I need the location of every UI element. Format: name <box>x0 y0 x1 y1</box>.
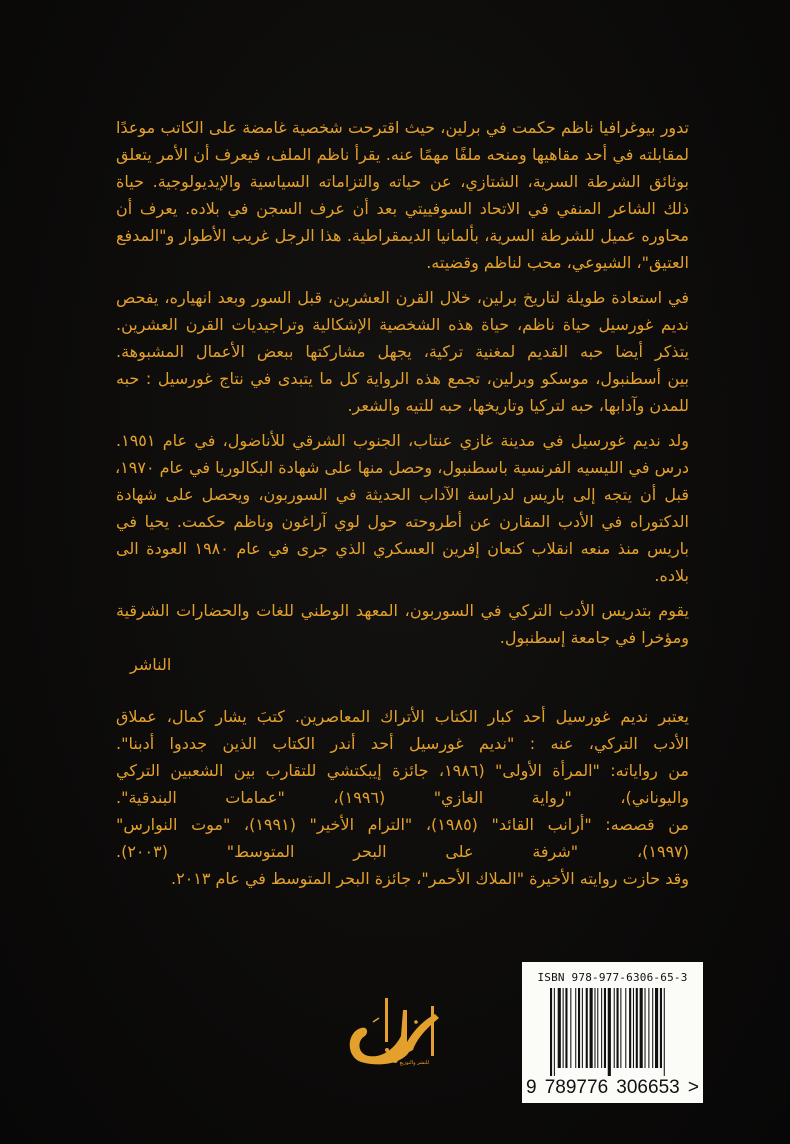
barcode-digit-suffix: > <box>687 1077 699 1098</box>
text-line: من رواياته: "المرأة الأولى" (١٩٨٦، جائزة إيبكتشي للتقارب بين الشعبين التركي <box>116 761 690 780</box>
barcode-bar <box>601 988 602 1068</box>
barcode-bar <box>652 988 653 1068</box>
synopsis-paragraph <box>116 427 689 589</box>
text-line: يتذكر أيضا حبه القديم لمغنية تركية، يجهل مشاركتها ببعض الأعمال المشبوهة. <box>116 342 689 361</box>
text-line: بلاده. <box>654 566 689 585</box>
text-line: تدور بيوغرافيا ناظم حكمت في برلين، حيث اقترحت شخصية غامضة على الكاتب موعدًا <box>116 118 689 137</box>
text-line: واليوناني)، "رواية الغازي" (١٩٩٦)، "عمامات البندقية". <box>116 788 689 807</box>
barcode-bar <box>575 988 576 1068</box>
text-line: الأدب التركي، عنه : "نديم غورسيل أحد أندر الكتاب الذين جددوا أدبنا". <box>116 734 689 753</box>
barcode-bar <box>570 988 571 1068</box>
text-line: من قصصه: "أرانب القائد" (١٩٨٥)، "الترام الأخير" (١٩٩١)، "موت النوارس" <box>116 815 690 834</box>
text-line: درس في الليسيه الفرنسية باسطنبول، وحصل منها على شهادة البكالوريا في عام ١٩٧٠، <box>115 458 689 477</box>
text-line: يعتبر نديم غورسيل أحد كبار الكتاب الأتراك المعاصرين. كتبَ يشار كمال، عملاق <box>116 707 689 726</box>
barcode-bar <box>664 988 665 1076</box>
logo-tagline: للنشر والتوزيع <box>399 1060 429 1066</box>
barcode-digit-group-1: 789776 <box>544 1077 609 1098</box>
isbn-number: ISBN 978-977-6306-65-3 <box>537 971 688 984</box>
barcode-bar <box>586 988 588 1068</box>
barcode-bar <box>620 988 621 1068</box>
barcode-bar <box>550 988 552 1076</box>
text-line: بوثائق الشرطة السرية، الشتازي، عن حياته والتزاماته السياسية والإيديولوجية. حياة <box>116 172 689 191</box>
barcode-bar <box>590 988 593 1068</box>
text-line: لمقابلته في أحد مقاهيها ومنحه ملفًا مهمًا عنه. يقرأ ناظم الملف، فيعرف أن الأمر يتعلق <box>116 145 689 164</box>
publisher-signature: الناشر <box>130 655 172 674</box>
barcode-bar <box>617 988 619 1068</box>
barcode-bar <box>625 988 626 1068</box>
text-line: للمدن وآدابها، حبه لتركيا وتاريخها، حبه للتيه والشعر. <box>347 396 689 415</box>
barcode-bar <box>645 988 646 1068</box>
barcode-label <box>522 962 703 1103</box>
text-line: بين أسطنبول، موسكو وبرلين، تجمع هذه الرواية كل ما يتبدى في نتاج غورسيل : حبه <box>116 369 689 388</box>
text-line: (١٩٩٧)، "شرفة على البحر المتوسط" (٢٠٠٣). <box>116 842 689 861</box>
barcode-bar <box>614 988 615 1068</box>
publisher-logo <box>343 992 458 1072</box>
barcode-bar <box>565 988 567 1068</box>
synopsis-paragraph <box>116 597 689 651</box>
barcode-bar <box>594 988 595 1068</box>
barcode-bar <box>648 988 649 1068</box>
barcode-bar <box>608 988 611 1076</box>
text-line: العتيق"، الشيوعي، محب لناظم وقضيته. <box>426 253 689 272</box>
barcode-bar <box>640 988 643 1068</box>
text-line: في استعادة طويلة لتاريخ برلين، خلال القرن العشرين، قبل السور وبعد انهياره، يفحص <box>116 288 689 307</box>
barcode-bar <box>597 988 598 1068</box>
text-line: باريس منذ منعه انقلاب كنعان إفرين العسكري الذي جرى في عام ١٩٨٠ العودة الى <box>116 539 690 558</box>
barcode-bar <box>655 988 658 1068</box>
text-line: نديم غورسيل حياة ناظم، حياة هذه الشخصية الإشكالية وتراجيديات القرن العشرين. <box>116 315 689 334</box>
text-line: الدكتوراه في الأدب المقارن عن أطروحته حول لوي آراغون وناظم حكمت. يحيا في <box>116 512 689 531</box>
barcode-bar <box>558 988 561 1068</box>
text-line: ومؤخرا في جامعة إسطنبول. <box>499 628 689 647</box>
barcode-digit-prefix: 9 <box>526 1077 537 1098</box>
text-line: وقد حازت روايته الأخيرة "الملاك الأحمر"، جائزة البحر المتوسط في عام ٢٠١٣. <box>170 869 689 888</box>
barcode-bar <box>604 988 606 1068</box>
barcode-bar <box>636 988 638 1068</box>
text-line: ذلك الشاعر المنفي في الاتحاد السوفييتي بعد أن عرف السجن في بلاده. يعرف أن <box>116 199 689 218</box>
barcode-bar <box>563 988 564 1068</box>
synopsis-paragraph <box>116 114 689 276</box>
barcode-digits <box>526 1077 699 1099</box>
author-paragraph <box>116 703 689 892</box>
barcode-bars <box>550 988 680 1076</box>
text-line: محاوره عميل للشرطة السرية، بألمانيا الديمقراطية. هذا الرجل غريب الأطوار و"المدفع <box>116 226 689 245</box>
synopsis-text <box>116 114 689 900</box>
text-line: يقوم بتدريس الأدب التركي في السوربون، المعهد الوطني للغات والحضارات الشرقية <box>116 601 689 620</box>
barcode-digit-group-2: 306653 <box>616 1077 680 1098</box>
barcode-bar <box>633 988 634 1068</box>
barcode-bar <box>578 988 580 1068</box>
barcode-bar <box>660 988 662 1068</box>
barcode-bar <box>554 988 555 1076</box>
barcode-bar <box>629 988 631 1068</box>
text-line: قبل أن يتجه إلى باريس لدراسة الآداب الحديثة في السوربون، ويحصل على شهادة <box>116 485 689 504</box>
text-line: ولد نديم غورسيل في مدينة غازي عنتاب، الجنوب الشرقي للأناضول، في عام ١٩٥١. <box>116 431 689 450</box>
barcode-bar <box>582 988 583 1068</box>
synopsis-paragraph <box>116 284 689 419</box>
